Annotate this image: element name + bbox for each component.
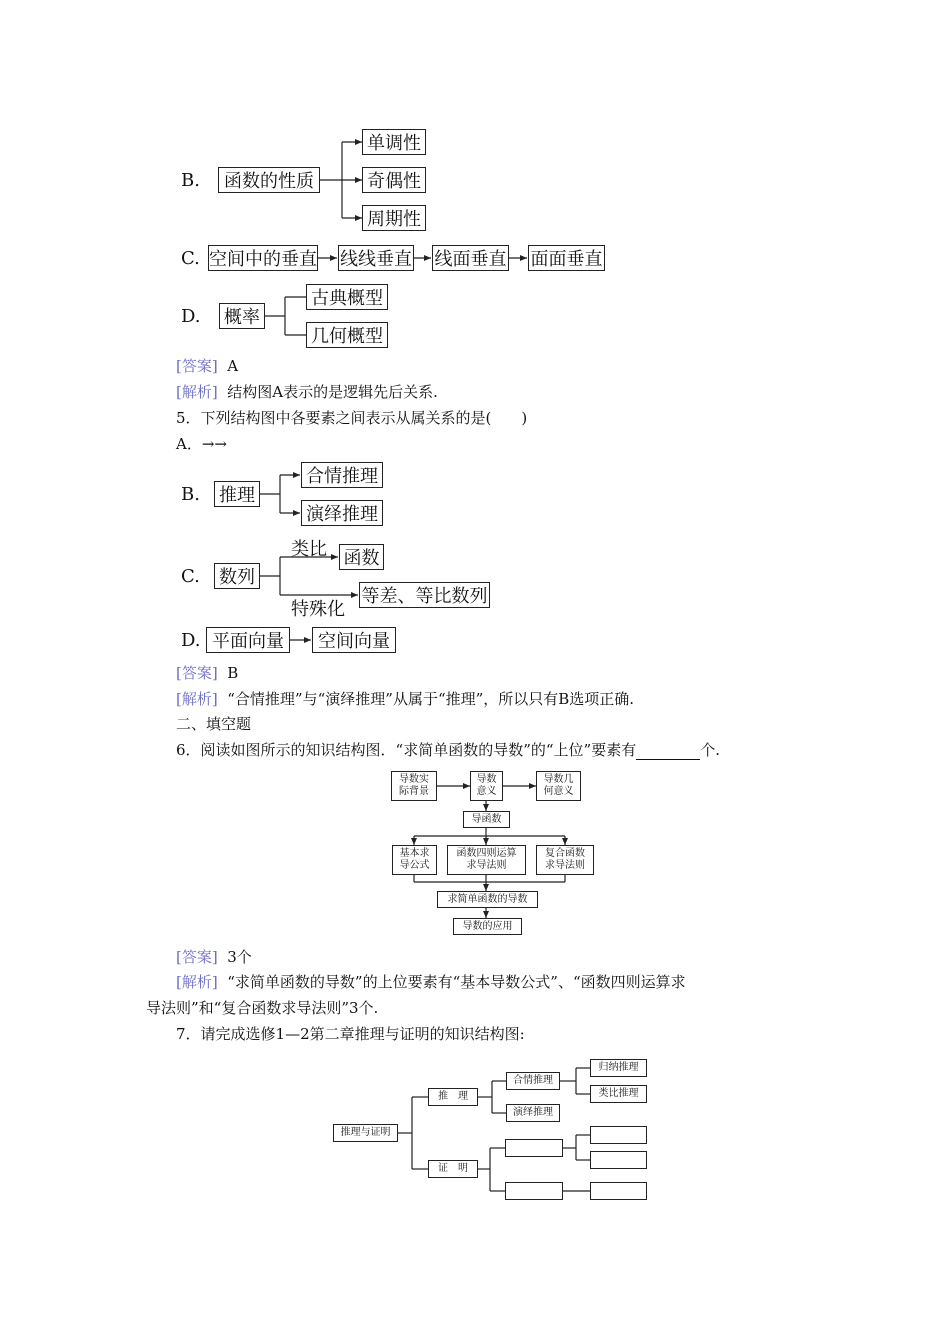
q5-option-a: A．→→	[176, 435, 227, 453]
q4-b-root-box: 函数的性质	[218, 167, 320, 193]
q6-node: 复合函数 求导法则	[536, 845, 594, 875]
q7-leaf-node: 归纳推理	[590, 1059, 647, 1077]
q4-option-b-letter: B.	[181, 170, 200, 191]
answer-tag: [答案]	[176, 948, 218, 966]
analysis-tag: [解析]	[176, 383, 218, 401]
q6-node: 求简单函数的导数	[437, 891, 538, 908]
q5-question: 5．下列结构图中各要素之间表示从属关系的是( )	[176, 409, 528, 427]
q5-option-b-letter: B.	[181, 484, 200, 505]
section-title: 二、填空题	[176, 715, 252, 733]
q7-branch-node: 推 理	[428, 1088, 478, 1106]
q7-question: 7．请完成选修1—2第二章推理与证明的知识结构图:	[176, 1025, 525, 1043]
q5-b-child-box: 合情推理	[301, 462, 383, 488]
q6-question-suffix: 个.	[700, 741, 721, 759]
q6-question	[176, 740, 720, 760]
q4-d-child-box: 几何概型	[306, 322, 388, 348]
answer-value: B	[227, 664, 239, 682]
q5-option-c-letter: C.	[181, 566, 200, 587]
answer-value: A	[227, 357, 239, 375]
q6-node: 导数几 何意义	[536, 771, 581, 801]
q5-b-root-box: 推理	[214, 481, 260, 507]
q5-c-edge-label: 类比	[291, 539, 327, 560]
q4-d-root-box: 概率	[219, 303, 265, 329]
analysis-text: 结构图A表示的是逻辑先后关系.	[227, 383, 438, 401]
q4-option-c-letter: C.	[181, 248, 200, 269]
q4-d-child-box: 古典概型	[306, 284, 388, 310]
analysis-text: “求简单函数的导数”的上位要素有“基本导数公式”、“函数四则运算求	[227, 973, 686, 991]
analysis-tag: [解析]	[176, 973, 218, 991]
answer-tag: [答案]	[176, 664, 218, 682]
q7-empty-box[interactable]	[590, 1151, 647, 1169]
q4-b-child-box: 单调性	[362, 129, 426, 155]
q4-b-child-box: 周期性	[362, 205, 426, 231]
q6-analysis	[176, 972, 686, 992]
q4-option-d-letter: D.	[181, 306, 201, 327]
q5-c-child-box: 等差、等比数列	[359, 582, 490, 608]
q5-answer	[176, 663, 238, 683]
q4-c-node-box: 线线垂直	[338, 245, 414, 271]
q7-empty-box[interactable]	[590, 1126, 647, 1144]
analysis-text: “合情推理”与“演绎推理”从属于“推理”，所以只有B选项正确.	[227, 690, 635, 708]
q5-c-child-box: 函数	[339, 544, 384, 570]
q5-d-node-box: 平面向量	[206, 627, 290, 653]
q7-sub-node: 合情推理	[506, 1072, 560, 1090]
q6-node: 导数 意义	[470, 771, 503, 801]
q6-node: 导数实 际背景	[391, 771, 437, 801]
q5-c-edge-label: 特殊化	[291, 599, 345, 620]
q6-node: 导数的应用	[453, 918, 522, 935]
answer-value: 3个	[227, 948, 252, 966]
q4-analysis	[176, 382, 438, 402]
q7-empty-box[interactable]	[590, 1182, 647, 1200]
q6-analysis-continued: 导法则”和“复合函数求导法则”3个.	[146, 999, 379, 1017]
fill-blank[interactable]	[636, 745, 700, 760]
q5-option-d-letter: D.	[181, 630, 201, 651]
q4-c-node-box: 空间中的垂直	[208, 245, 318, 271]
q4-answer	[176, 356, 238, 376]
q4-c-node-box: 面面垂直	[528, 245, 605, 271]
q7-empty-box[interactable]	[505, 1182, 563, 1200]
q7-root-node: 推理与证明	[333, 1124, 398, 1142]
q5-c-root-box: 数列	[214, 563, 260, 589]
q6-answer	[176, 947, 252, 967]
q5-d-node-box: 空间向量	[312, 627, 396, 653]
q7-branch-node: 证 明	[428, 1160, 478, 1178]
q6-node: 函数四则运算 求导法则	[447, 845, 526, 875]
analysis-tag: [解析]	[176, 690, 218, 708]
answer-tag: [答案]	[176, 357, 218, 375]
q4-c-node-box: 线面垂直	[432, 245, 509, 271]
q6-node: 基本求 导公式	[392, 845, 437, 875]
q5-analysis	[176, 689, 634, 709]
q6-node: 导函数	[463, 811, 510, 828]
q7-empty-box[interactable]	[505, 1139, 563, 1157]
q5-b-child-box: 演绎推理	[301, 500, 383, 526]
q6-question-text: 6．阅读如图所示的知识结构图．“求简单函数的导数”的“上位”要素有	[176, 741, 637, 759]
q4-b-child-box: 奇偶性	[362, 167, 426, 193]
q7-leaf-node: 类比推理	[590, 1085, 647, 1103]
q7-sub-node: 演绎推理	[506, 1104, 560, 1122]
